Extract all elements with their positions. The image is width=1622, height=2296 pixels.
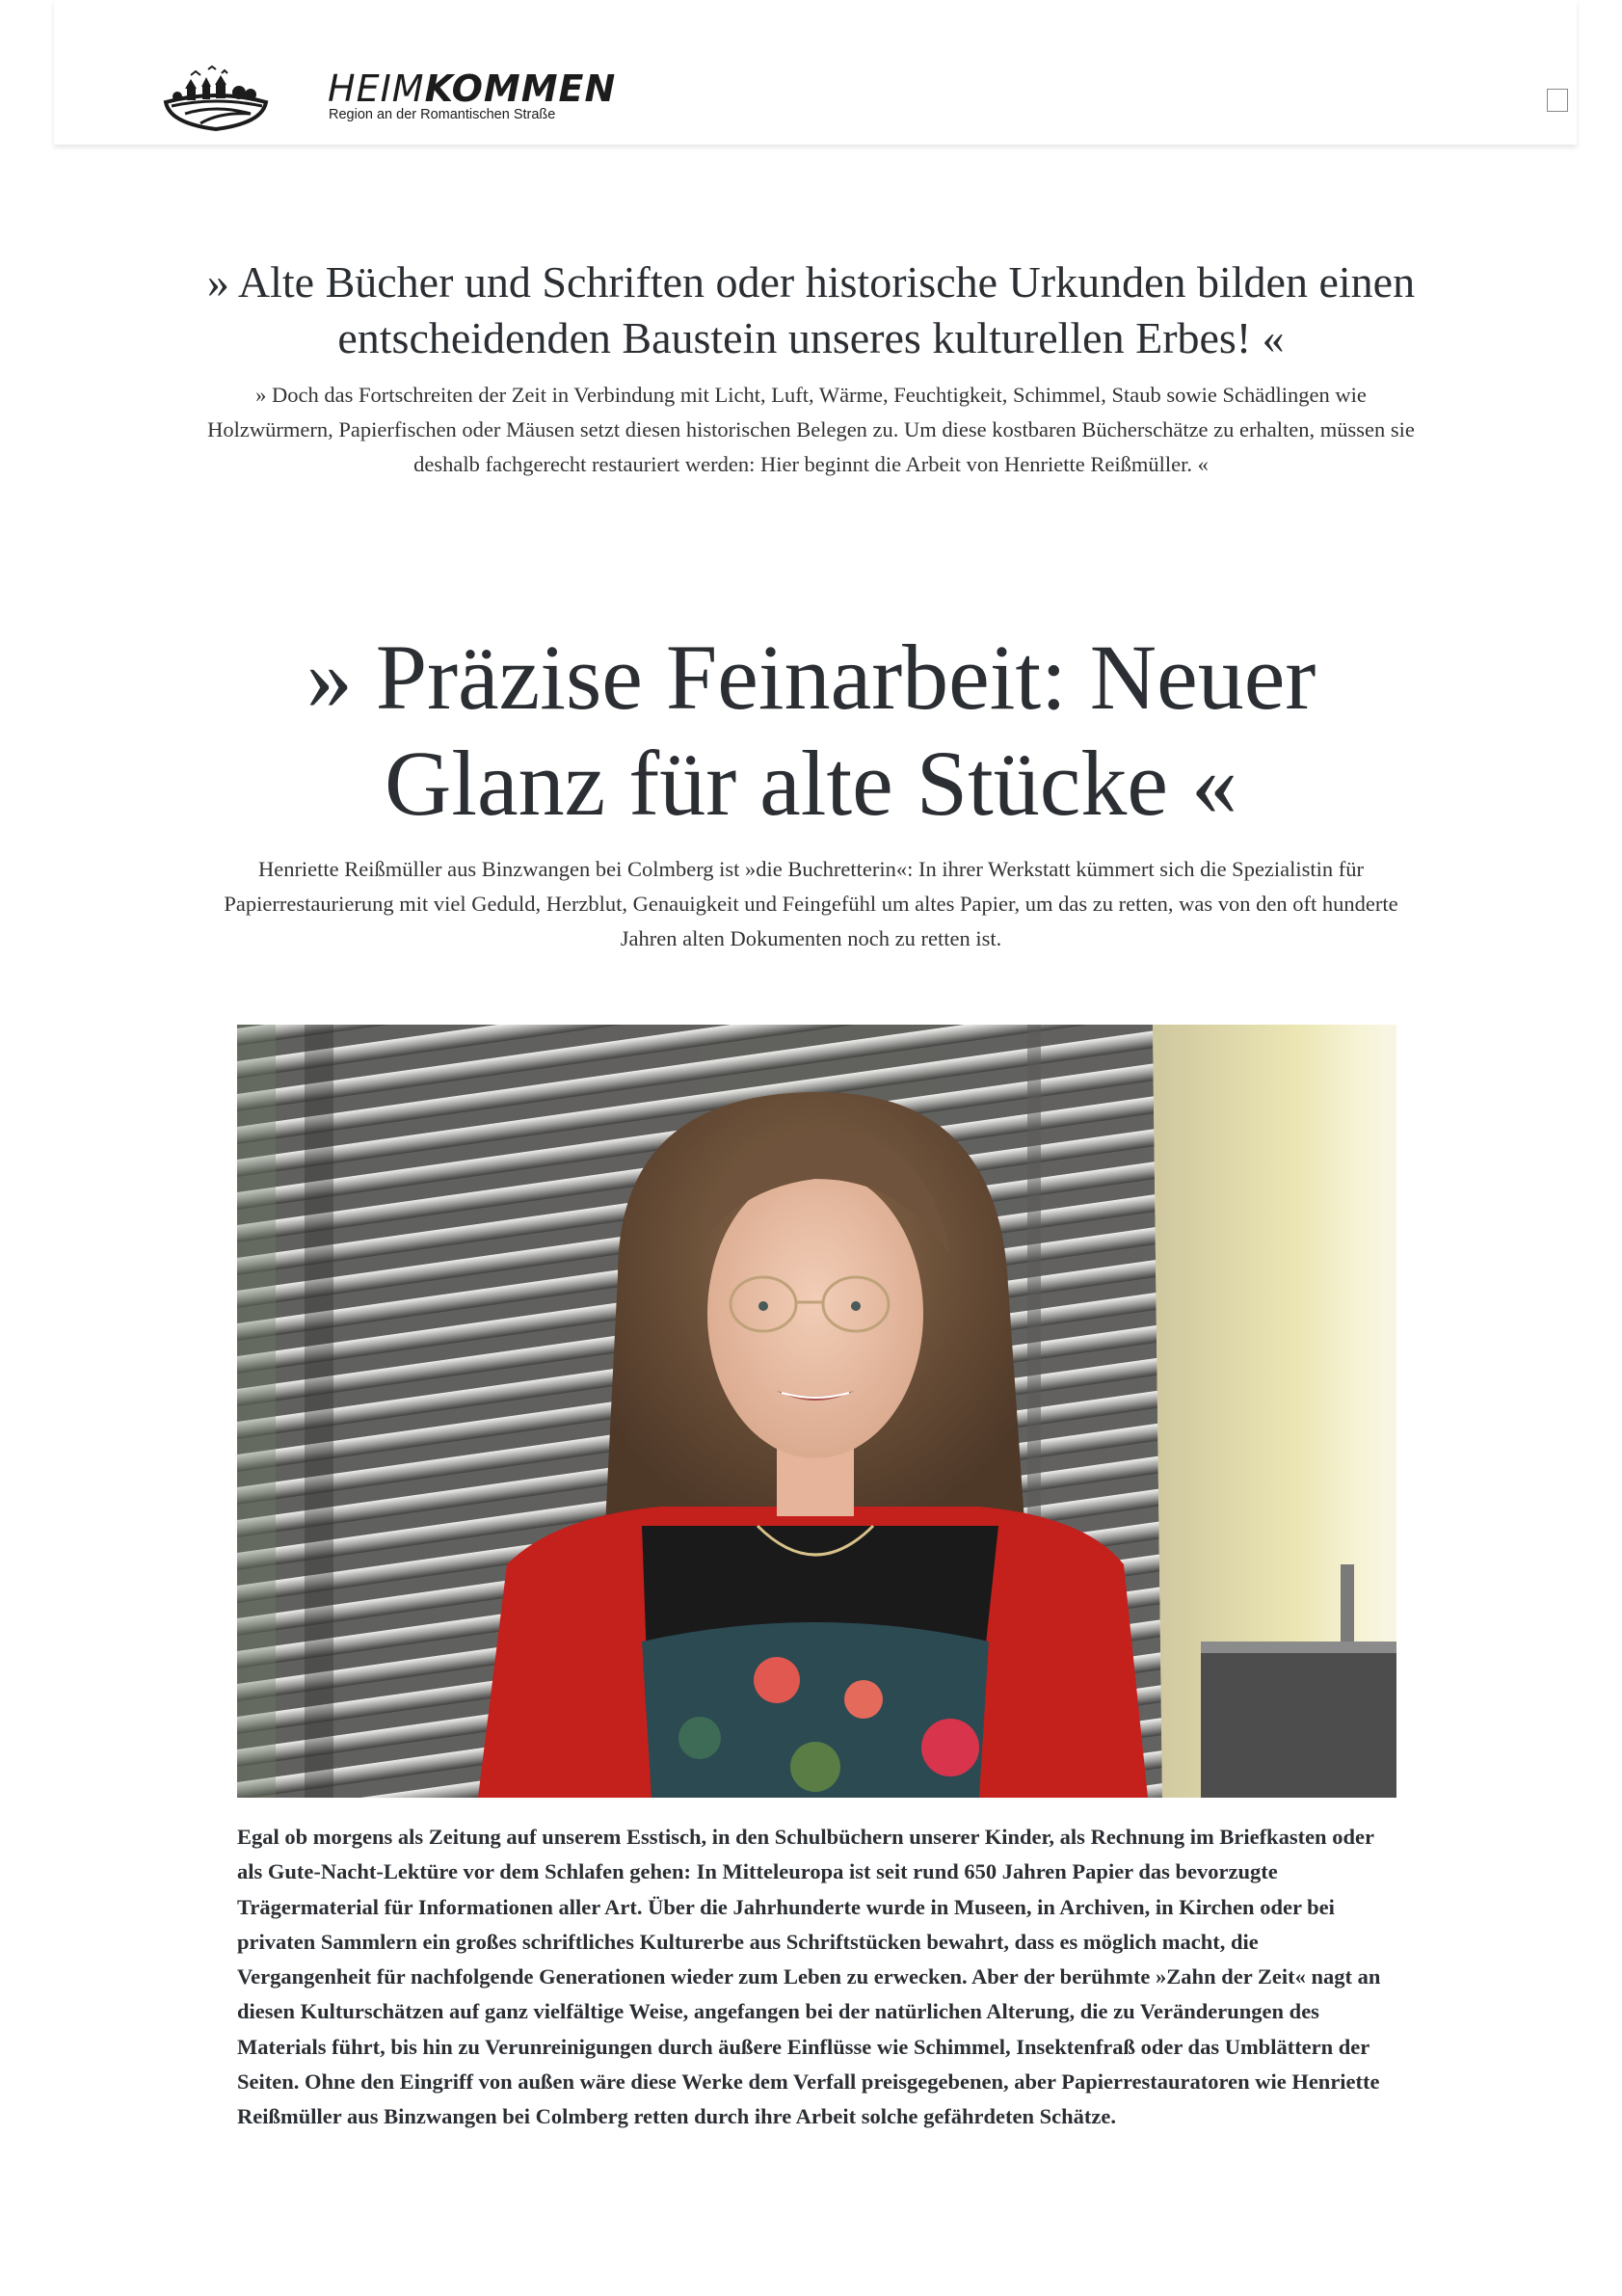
article-title: » Präzise Feinarbeit: Neuer Glanz für alte Stücke « bbox=[306, 626, 1316, 835]
logo-tagline: Region an der Romantischen Straße bbox=[329, 107, 556, 122]
intro-heading: » Alte Bücher und Schriften oder historische Urkunden bilden einen entscheidenden Baustein unseres kulturellen Erbes! « bbox=[206, 257, 1416, 362]
article-body: Egal ob morgens als Zeitung auf unserem Esstisch, in den Schulbüchern unserer Kinder, als Rechnung im Briefkasten oder als Gute-Nacht-Lektüre vor dem Schlafen gehen: In Mitteleuropa ist seit rund 650 Jahren Papier das bevorzugte Trägermaterial für Informationen aller Art. Über die Jahrhunderte wurde in Museen, in Archiven, in Kirchen oder bei privaten Sammlern ein großes schriftliches Kulturerbe aus Schriftstücken bewahrt, dass es möglich macht, die Vergangenheit für nachfolgende Generationen wieder zum Leben zu erwecken. Aber der berühmte »Zahn der Zeit« nagt an diesen Kulturschätzen auf ganz vielfältige Weise, angefangen bei der natürlichen Alterung, die zu Veränderungen des Materials führt, bis hin zu Verunreinigungen durch äußere Einflüsse wie Schimmel, Insektenfraß oder das Umblättern der Seiten. Ohne den Eingriff von außen wäre diese Werke dem Verfall preisgegebenen, aber Papierrestauratoren wie Henriette Reißmüller aus Binzwangen bei Colmberg retten durch ihre Arbeit solche gefährdeten Schätze. bbox=[237, 1825, 1381, 2129]
intro-paragraph: » Doch das Fortschreiten der Zeit in Verbindung mit Licht, Luft, Wärme, Feuchtigkeit, Schimmel, Staub sowie Schädlingen wie Holzwürmern, Papierfischen oder Mäusen setzt diesen historischen Belegen zu. Um diese kostbaren Bücherschätze zu erhalten, müssen sie deshalb fachgerecht restauriert werden: Hier beginnt die Arbeit von Henriette Reißmüller. « bbox=[207, 383, 1415, 476]
logo-wordmark bbox=[328, 67, 616, 110]
logo-wordmark-light: HEIM bbox=[328, 67, 425, 110]
portrait-photo bbox=[237, 1025, 1396, 1798]
hamburger-menu-icon[interactable] bbox=[1547, 89, 1568, 112]
logo-landscape-icon bbox=[162, 64, 270, 133]
logo-wordmark-bold: KOMMEN bbox=[424, 67, 617, 110]
article-lead: Henriette Reißmüller aus Binzwangen bei Colmberg ist »die Buchretterin«: In ihrer Werkstatt kümmert sich die Spezialistin für Papierrestaurierung mit viel Geduld, Herzblut, Genauigkeit und Feingefühl um altes Papier, um das zu retten, was von den oft hunderte Jahren alten Dokumenten noch zu retten ist. bbox=[224, 857, 1398, 950]
site-logo[interactable] bbox=[162, 64, 617, 133]
